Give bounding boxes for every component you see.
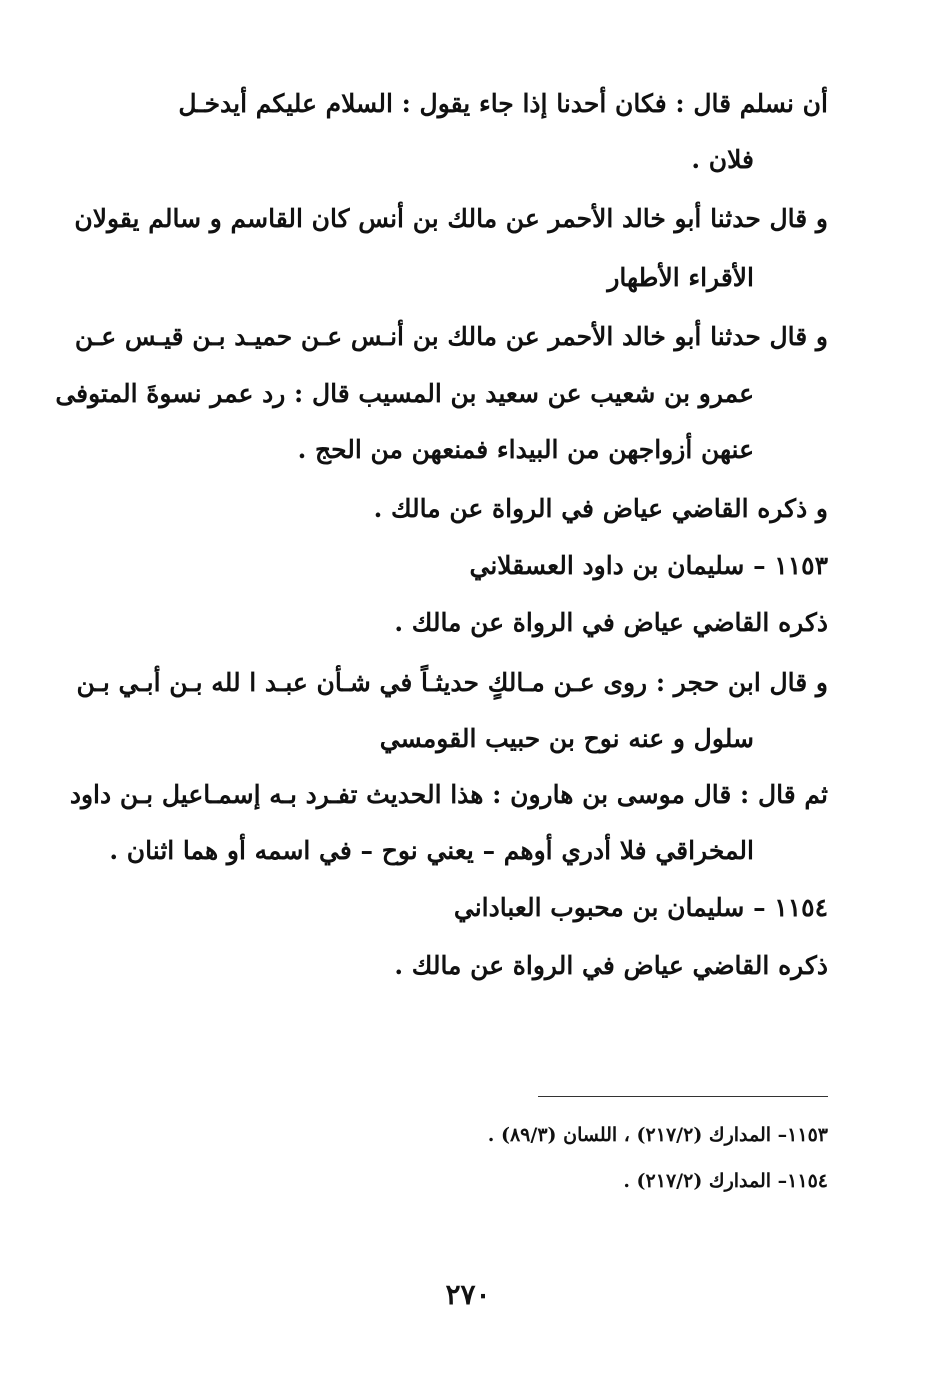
body-line: و قال حدثنا أبو خالد الأحمر عن مالك بن أنـس عـن حميـد بـن قيـس عـن <box>74 322 828 351</box>
body-line: المخراقي فلا أدري أوهم – يعني نوح – في اسمه أو هما اثنان . <box>109 836 754 865</box>
body-line: و قال حدثنا أبو خالد الأحمر عن مالك بن أنس كان القاسم و سالم يقولان <box>74 204 828 233</box>
body-line: و قال ابن حجر : روى عـن مـالكٍ حديثـاً في شـأن عبـد ا لله بـن أبـي بـن <box>76 668 828 697</box>
body-line: و ذكره القاضي عياض في الرواة عن مالك . <box>373 494 828 523</box>
body-line: فلان . <box>691 145 754 174</box>
body-line: ثم قال : قال موسى بن هارون : هذا الحديث تفـرد بـه إسمـاعيل بـن داود <box>69 780 828 809</box>
body-line: سلول و عنه نوح بن حبيب القومسي <box>379 724 754 753</box>
entry-heading: ١١٥٤ – سليمان بن محبوب العباداني <box>453 893 828 922</box>
body-line: عنهن أزواجهن من البيداء فمنعهن من الحج . <box>297 435 754 464</box>
footnote-divider <box>538 1096 828 1097</box>
body-line: ذكره القاضي عياض في الرواة عن مالك . <box>394 951 828 980</box>
body-line: ذكره القاضي عياض في الرواة عن مالك . <box>394 608 828 637</box>
footnote: ١١٥٣– المدارك (٢١٧/٢) ، اللسان (٨٩/٣) . <box>487 1124 828 1146</box>
body-line: الأقراء الأطهار <box>607 263 754 292</box>
entry-heading: ١١٥٣ – سليمان بن داود العسقلاني <box>469 551 828 580</box>
body-line: أن نسلم قال : فكان أحدنا إذا جاء يقول : السلام عليكم أيدخـل <box>178 89 828 118</box>
page-number: ٢٧٠ <box>445 1278 491 1311</box>
body-line: عمرو بن شعيب عن سعيد بن المسيب قال : رد عمر نسوةَ المتوفى <box>55 379 754 408</box>
footnote: ١١٥٤– المدارك (٢١٧/٢) . <box>623 1170 828 1192</box>
